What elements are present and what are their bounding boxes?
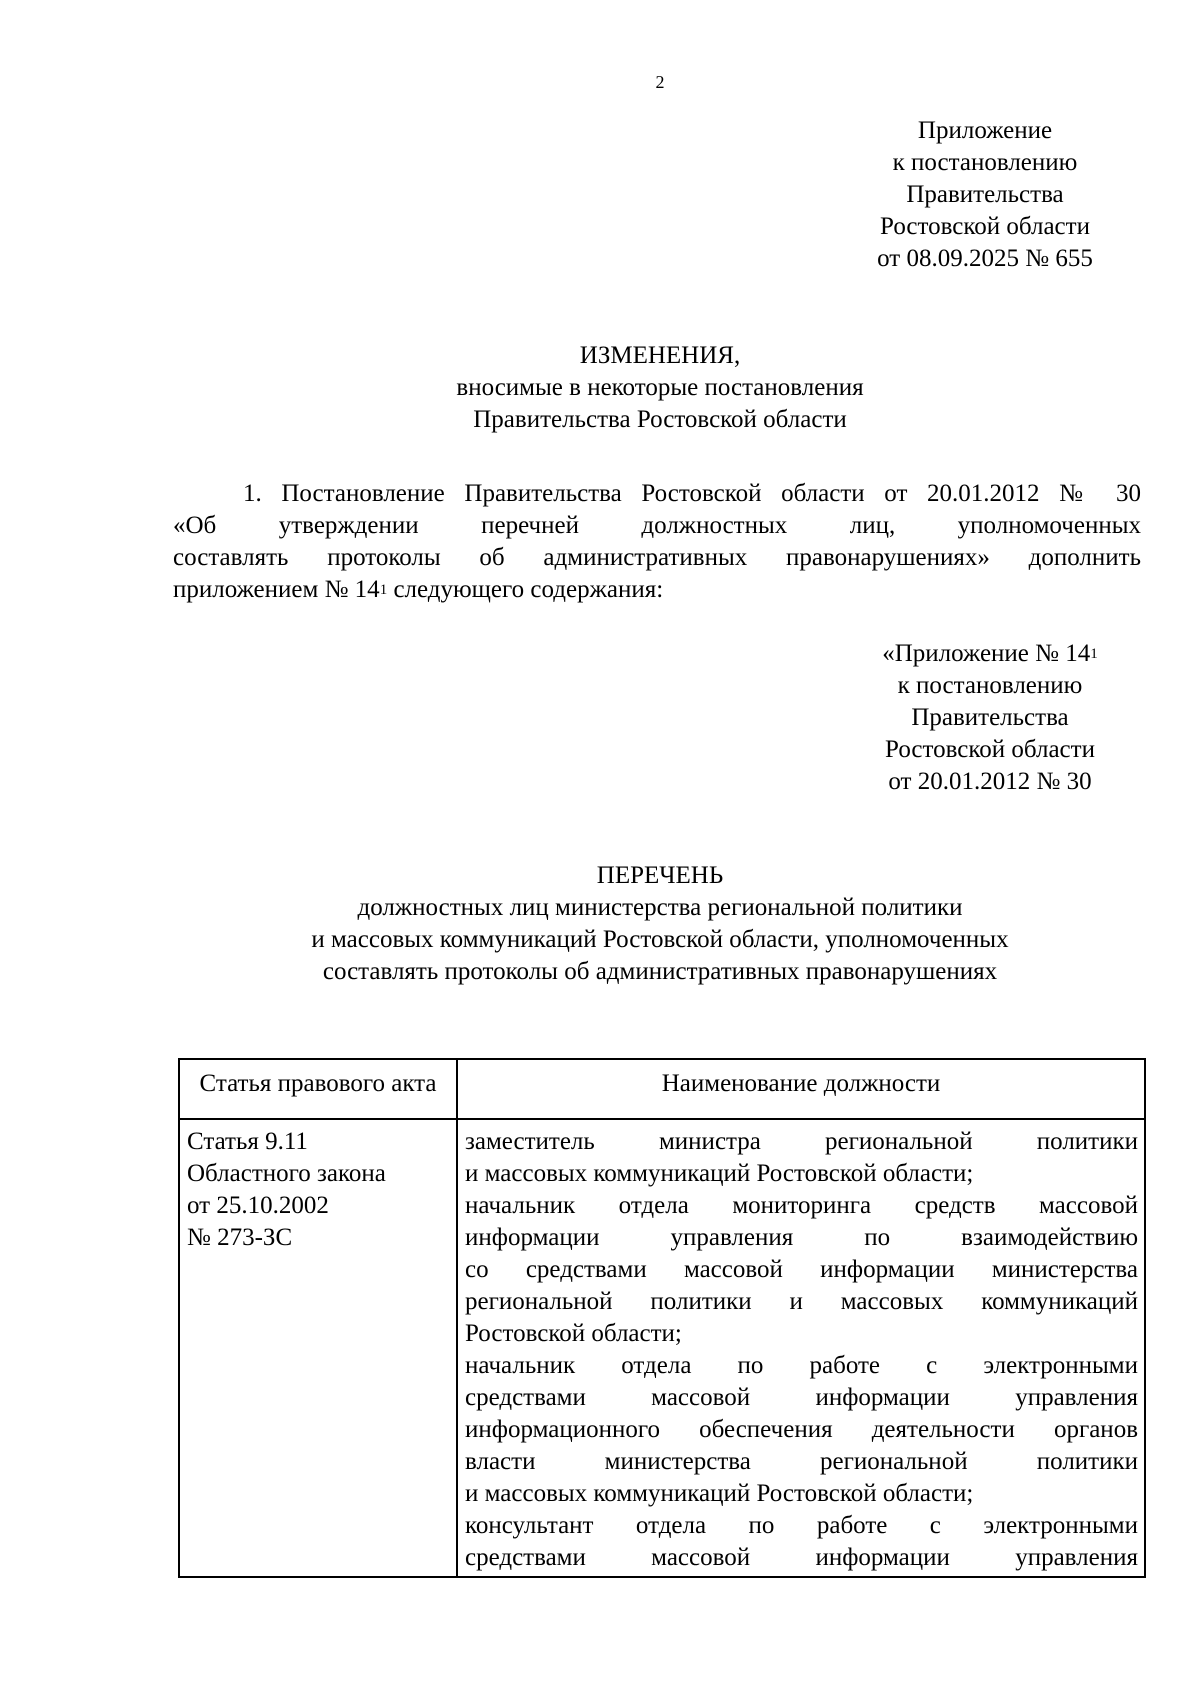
position-line: начальник отдела мониторинга средств массовой [465,1192,1138,1219]
changes-subtitle-line: Правительства Ростовской области [473,406,847,433]
appendix-14-line: от 20.01.2012 № 30 [888,768,1092,795]
position-line: средствами массовой информации управления [465,1384,1138,1411]
position-line: консультант отдела по работе с электронными [465,1512,1138,1539]
appendix-header [825,115,1145,275]
appendix-14-title: «Приложение № 14 [882,640,1091,667]
list-subtitle-line: должностных лиц министерства региональной политики [357,894,963,921]
position-line: власти министерства региональной политики [465,1448,1138,1475]
article-line: Областного закона [187,1160,386,1187]
superscript: 1 [1090,646,1098,662]
table-row [179,1119,1145,1577]
position-line: и массовых коммуникаций Ростовской области; [465,1480,974,1507]
paragraph-text: следующего содержания: [387,576,664,603]
article-line: № 273-ЗС [187,1224,293,1251]
article-line: Статья 9.11 [187,1128,308,1155]
appendix-line: Приложение [917,117,1053,144]
list-subtitle-line: и массовых коммуникаций Ростовской области, уполномоченных [311,926,1009,953]
paragraph-line [173,574,1141,606]
changes-subtitle-line: вносимые в некоторые постановления [456,374,864,401]
article-cell [179,1119,457,1577]
paragraph-1 [173,478,1141,606]
appendix-14-line: Правительства [911,704,1069,731]
list-title [160,860,1160,988]
position-line: региональной политики и массовых коммуникаций [465,1288,1138,1315]
paragraph-line: составлять протоколы об административных правонарушениях» дополнить [173,544,1141,571]
officials-table [178,1058,1146,1578]
list-subtitle-line: составлять протоколы об административных правонарушениях [322,958,998,985]
page-number: 2 [655,72,665,92]
position-cell [457,1119,1145,1577]
paragraph-line: «Об утверждении перечней должностных лиц, уполномоченных [173,512,1141,539]
table-header-row [179,1059,1145,1119]
paragraph-line: 1. Постановление Правительства Ростовской области от 20.01.2012 № 30 [243,480,1141,507]
appendix-line: Правительства [906,181,1064,208]
appendix-line: Ростовской области [880,213,1090,240]
position-line: со средствами массовой информации министерства [465,1256,1138,1283]
position-line: информационного обеспечения деятельности органов [465,1416,1138,1443]
position-line: и массовых коммуникаций Ростовской области; [465,1160,974,1187]
paragraph-text: приложением № 14 [173,576,380,603]
changes-heading: ИЗМЕНЕНИЯ, [579,342,741,369]
appendix-line: от 08.09.2025 № 655 [877,245,1093,272]
position-line: начальник отдела по работе с электронными [465,1352,1138,1379]
article-line: от 25.10.2002 [187,1192,329,1219]
column-header-position: Наименование должности [457,1059,1145,1119]
column-header-article: Статья правового акта [179,1059,457,1119]
changes-title [160,340,1160,436]
position-line: Ростовской области; [465,1320,682,1347]
appendix-14-header [835,638,1145,798]
appendix-14-line: Ростовской области [885,736,1095,763]
position-line: средствами массовой информации управления [465,1544,1138,1571]
superscript: 1 [379,582,388,598]
position-line: заместитель министра региональной политики [465,1128,1138,1155]
appendix-line: к постановлению [892,149,1078,176]
appendix-14-line: к постановлению [897,672,1083,699]
position-line: информации управления по взаимодействию [465,1224,1138,1251]
appendix-14-line [835,638,1145,670]
list-heading: ПЕРЕЧЕНЬ [596,862,724,889]
